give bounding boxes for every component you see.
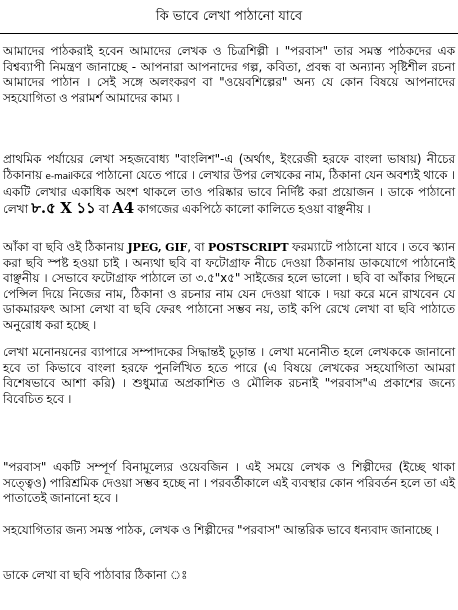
- text-submission-paragraph: [3, 152, 455, 217]
- image-submission-details: ফরম্যাটে পাঠানো যাবে । তবে স্ক্যান করা ছবি স্পষ্ট হওয়া চাই । অন্যথা ছবি বা ফটোগ্রাফ নীচে দেওয়া ঠিকানায় ডাকযোগে পাঠানোই বাঞ্ছনীয় । সেভাবে ফটোগ্রাফ পাঠালে তা ৩.৫"x৫" সাইজের হলে ভালো । ছবি বা আঁকার পিছনে পেন্সিল দিয়ে নিজের নাম, ঠিকানা ও রচনার নাম যেন দেওয়া থাকে । দয়া করে মনে রাখবেন যে ডাকমারফৎ আসা লেখা বা ছবি ফেরৎ পাঠানো সম্ভব নয়, তাই কপি রেখে লেখা বা ছবি পাঠাতে অনুরোধ করা হচ্ছে ।: [3, 240, 456, 332]
- a4-label: A4: [112, 198, 135, 217]
- intro-paragraph: আমাদের পাঠকরাই হবেন আমাদের লেখক ও চিত্রশিল্পী । "পরবাস" তার সমস্ত পাঠকদের এক বিশ্বব্যাপী নিমন্ত্রণ জানাচ্ছে - আপনারা আপনাদের গল্প, কবিতা, প্রবন্ধ বা অন্যান্য সৃষ্টিশীল রচনা আমাদের পাঠান । সেই সঙ্গে অলংকরণ বা "ওয়েবশিল্পের" অন্য যে কোন বিষয়ে আপনাদের সহযোগিতা ও পরামর্শ আমাদের কাম্য ।: [3, 44, 455, 105]
- image-submission-intro: আঁকা বা ছবি ওই ঠিকানায়: [3, 240, 124, 254]
- paper-size-conjunction: বা: [98, 201, 109, 216]
- image-formats-separator: , বা: [187, 240, 205, 254]
- text-submission-intro: প্রাথমিক পর্যায়ের লেখা সহজবোধ্য "বাংলিশ"-এ (অর্থাৎ, ইংরেজী হরফে বাংলা ভাষায়) নীচের ঠিকানায়: [3, 152, 455, 182]
- image-formats-label: JPEG, GIF: [127, 241, 188, 254]
- paper-instruction: কাগজের একপিঠে কালো কালিতে হওয়া বাঞ্ছনীয় ।: [137, 201, 371, 216]
- free-webzine-paragraph: "পরবাস" একটি সম্পূর্ণ বিনামূল্যের ওয়েবজিন । এই সময়ে লেখক ও শিল্পীদের (ইচ্ছে থাকা সত্ত্বেও) পারিশ্রমিক দেওয়া সম্ভব হচ্ছে না । পরবর্তীকালে এই ব্যবস্থার কোন পরিবর্তন হলে তা এই পাতাতেই জানানো হবে ।: [3, 460, 455, 505]
- postal-address-heading: ডাকে লেখা বা ছবি পাঠাবার ঠিকানা ঃ: [3, 568, 187, 582]
- paper-size-label: ৮.৫ X ১১: [31, 198, 96, 217]
- page-title: কি ভাবে লেখা পাঠানো যাবে: [155, 9, 303, 24]
- email-label: e-mail: [45, 171, 73, 182]
- text-submission-details: করে পাঠানো যেতে পারে । লেখার উপর লেখকের নাম, ঠিকানা যেন অবশ্যই থাকে । একটি লেখার একাধিক অংশ থাকলে তাও পরিষ্কার ভাবে নির্দিষ্ট করা প্রয়োজন । ডাকে পাঠানো লেখা: [3, 167, 455, 216]
- postscript-label: POSTSCRIPT: [208, 241, 289, 254]
- selection-paragraph: লেখা মনোনয়নের ব্যাপারে সম্পাদকের সিদ্ধান্তই চূড়ান্ত । লেখা মনোনীত হলে লেখককে জানানো হবে তা কিভাবে বাংলা হরফে পুনর্লিখিত হতে পারে (এ বিষয়ে লেখকের সহযোগিতা আমরা বিশেষভাবে আশা করি) । শুধুমাত্র অপ্রকাশিত ও মৌলিক রচনাই "পরবাস"এ প্রকাশের জন্যে বিবেচিত হবে ।: [3, 345, 455, 406]
- title-divider: [0, 33, 458, 34]
- thanks-paragraph: সহযোগিতার জন্য সমস্ত পাঠক, লেখক ও শিল্পীদের "পরবাস" আন্তরিক ভাবে ধন্যবাদ জানাচ্ছে ।: [3, 523, 439, 537]
- image-submission-paragraph: [3, 240, 455, 333]
